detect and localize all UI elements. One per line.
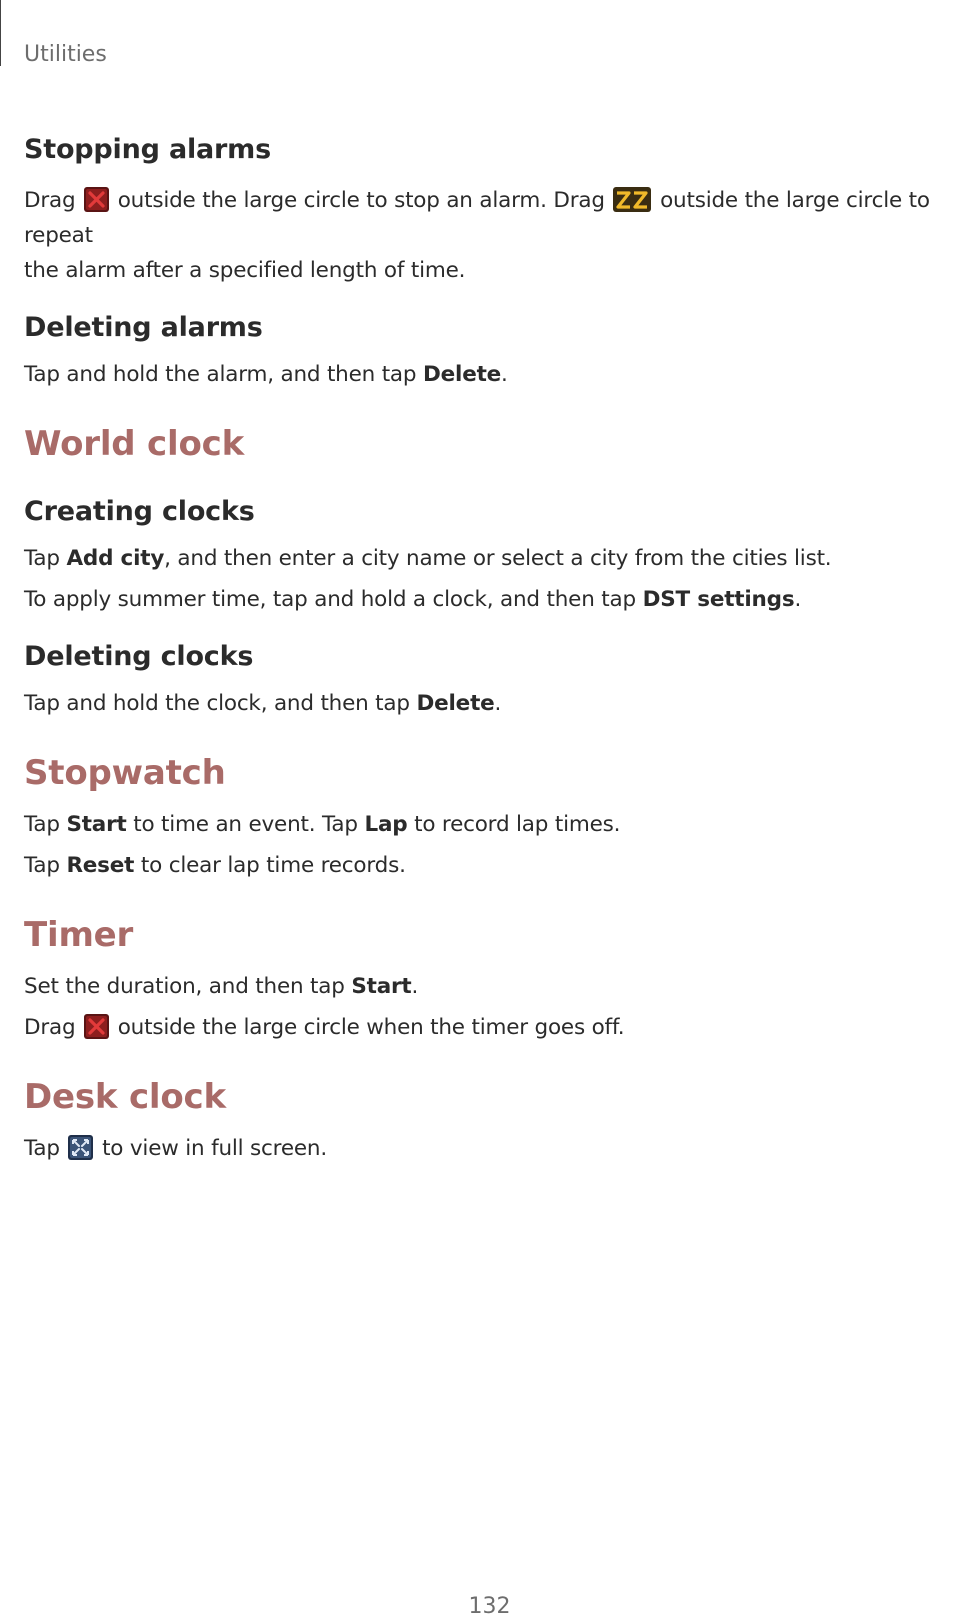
paragraph-deleting-clocks: Tap and hold the clock, and then tap Delete.	[24, 691, 502, 716]
heading-timer: Timer	[24, 915, 134, 955]
paragraph-stopwatch-start: Tap Start to time an event. Tap Lap to record lap times.	[24, 812, 621, 837]
close-x-icon	[84, 187, 109, 212]
paragraph-deleting-alarms: Tap and hold the alarm, and then tap Delete.	[24, 362, 508, 387]
paragraph-add-city: Tap Add city, and then enter a city name or select a city from the cities list.	[24, 546, 832, 571]
heading-stopwatch: Stopwatch	[24, 753, 226, 793]
paragraph-timer-drag: Drag outside the large circle when the timer goes off.	[24, 1015, 625, 1040]
paragraph-timer-start: Set the duration, and then tap Start.	[24, 974, 419, 999]
page-edge-line	[0, 0, 1, 66]
heading-desk-clock: Desk clock	[24, 1077, 226, 1117]
paragraph-stopping-alarms: Drag outside the large circle to stop an alarm. Drag outside the large circle to repeat the alarm after a specified length of time.	[24, 188, 930, 283]
page-number: 132	[468, 1594, 511, 1619]
paragraph-dst-settings: To apply summer time, tap and hold a clock, and then tap DST settings.	[24, 587, 802, 612]
close-x-icon	[84, 1014, 109, 1039]
paragraph-desk-clock: Tap to view in full screen.	[24, 1136, 327, 1161]
page-content	[24, 134, 979, 1166]
snooze-zz-icon	[613, 187, 651, 212]
heading-deleting-alarms: Deleting alarms	[24, 312, 263, 343]
running-header: Utilities	[24, 42, 107, 67]
heading-world-clock: World clock	[24, 424, 244, 464]
fullscreen-icon	[68, 1135, 93, 1160]
heading-deleting-clocks: Deleting clocks	[24, 641, 254, 672]
heading-creating-clocks: Creating clocks	[24, 496, 255, 527]
heading-stopping-alarms: Stopping alarms	[24, 134, 271, 165]
paragraph-stopwatch-reset: Tap Reset to clear lap time records.	[24, 853, 406, 878]
